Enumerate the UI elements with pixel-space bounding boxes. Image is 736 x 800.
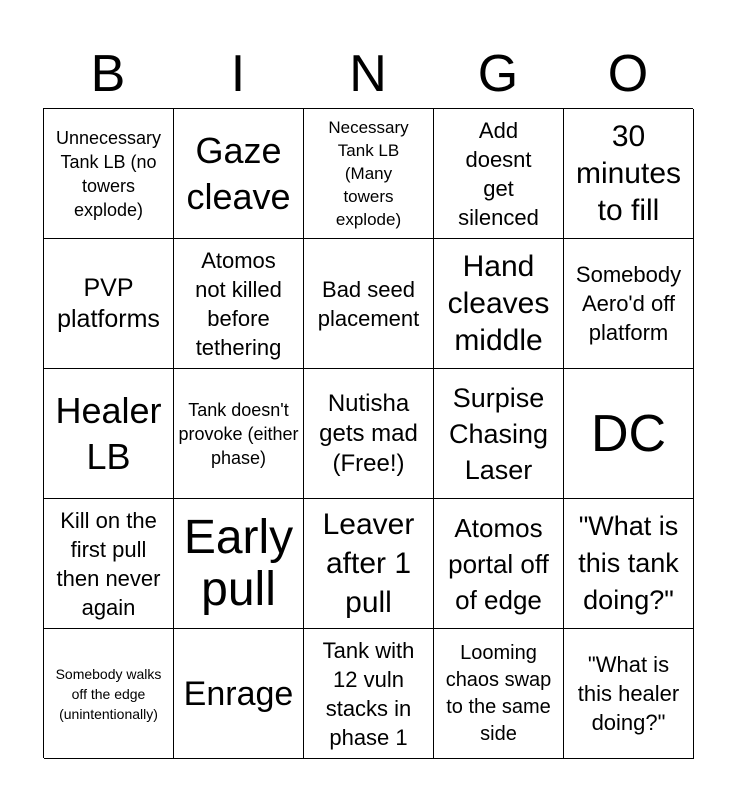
bingo-cell[interactable] [564, 109, 694, 239]
header-letter-b: B [90, 45, 126, 103]
cell-text: Early pull [183, 510, 294, 616]
cell-text: Leaver after 1 pull [322, 508, 415, 619]
cell-text: Bad seed placement [317, 276, 420, 331]
cell-text: Somebody walks off the edge (unintentionally) [55, 665, 162, 722]
cell-text: 30 minutes to fill [575, 120, 682, 227]
bingo-cell[interactable] [304, 629, 434, 759]
cell-text: Tank doesn't provoke (either phase) [178, 399, 299, 468]
bingo-cell[interactable] [44, 239, 174, 369]
bingo-cell[interactable] [174, 239, 304, 369]
cell-text: DC [590, 404, 667, 463]
cell-text: Add doesnt get silenced [458, 117, 539, 230]
bingo-cell[interactable] [434, 239, 564, 369]
bingo-cell[interactable] [174, 499, 304, 629]
cell-text: Looming chaos swap to the same side [445, 641, 552, 745]
bingo-cell[interactable] [564, 239, 694, 369]
cell-text: Surpise Chasing Laser [448, 382, 549, 485]
bingo-cell[interactable] [434, 499, 564, 629]
header-letter-n: N [349, 45, 387, 103]
cell-text: Hand cleaves middle [447, 250, 550, 357]
bingo-cell[interactable] [304, 239, 434, 369]
bingo-cell[interactable] [44, 109, 174, 239]
bingo-cell[interactable] [44, 369, 174, 499]
cell-text: Gaze cleave [186, 129, 291, 217]
bingo-cell[interactable] [304, 369, 434, 499]
cell-text: Unnecessary Tank LB (no towers explode) [55, 127, 162, 220]
bingo-cell[interactable] [434, 109, 564, 239]
cell-text: Tank with 12 vuln stacks in phase 1 [322, 637, 415, 750]
cell-text: "What is this healer doing?" [577, 652, 680, 735]
bingo-board [43, 108, 693, 758]
bingo-cell[interactable] [564, 499, 694, 629]
header-letter-g: G [477, 45, 519, 103]
cell-text: Somebody Aero'd off platform [575, 262, 682, 345]
cell-text: Atomos not killed before tethering [195, 247, 282, 360]
cell-text: "What is this tank doing?" [578, 511, 679, 615]
bingo-cell[interactable] [304, 499, 434, 629]
cell-text: Atomos portal off of edge [448, 512, 549, 615]
bingo-cell[interactable] [174, 369, 304, 499]
cell-text: PVP platforms [57, 273, 160, 333]
header-letter-o: O [607, 45, 649, 103]
bingo-cell[interactable] [174, 109, 304, 239]
cell-text: Kill on the first pull then never again [56, 507, 161, 620]
cell-text: Healer LB [55, 389, 162, 477]
bingo-cell[interactable] [174, 629, 304, 759]
bingo-cell[interactable] [564, 369, 694, 499]
bingo-cell[interactable] [44, 629, 174, 759]
bingo-cell[interactable] [434, 369, 564, 499]
cell-text: Nutisha gets mad (Free!) [319, 389, 418, 477]
bingo-cell[interactable] [304, 109, 434, 239]
cell-text: Necessary Tank LB (Many towers explode) [328, 118, 409, 229]
bingo-cell[interactable] [44, 499, 174, 629]
cell-text: Enrage [183, 674, 294, 713]
bingo-cell[interactable] [564, 629, 694, 759]
header-letter-i: I [230, 45, 246, 103]
bingo-cell[interactable] [434, 629, 564, 759]
bingo-header [43, 40, 693, 108]
